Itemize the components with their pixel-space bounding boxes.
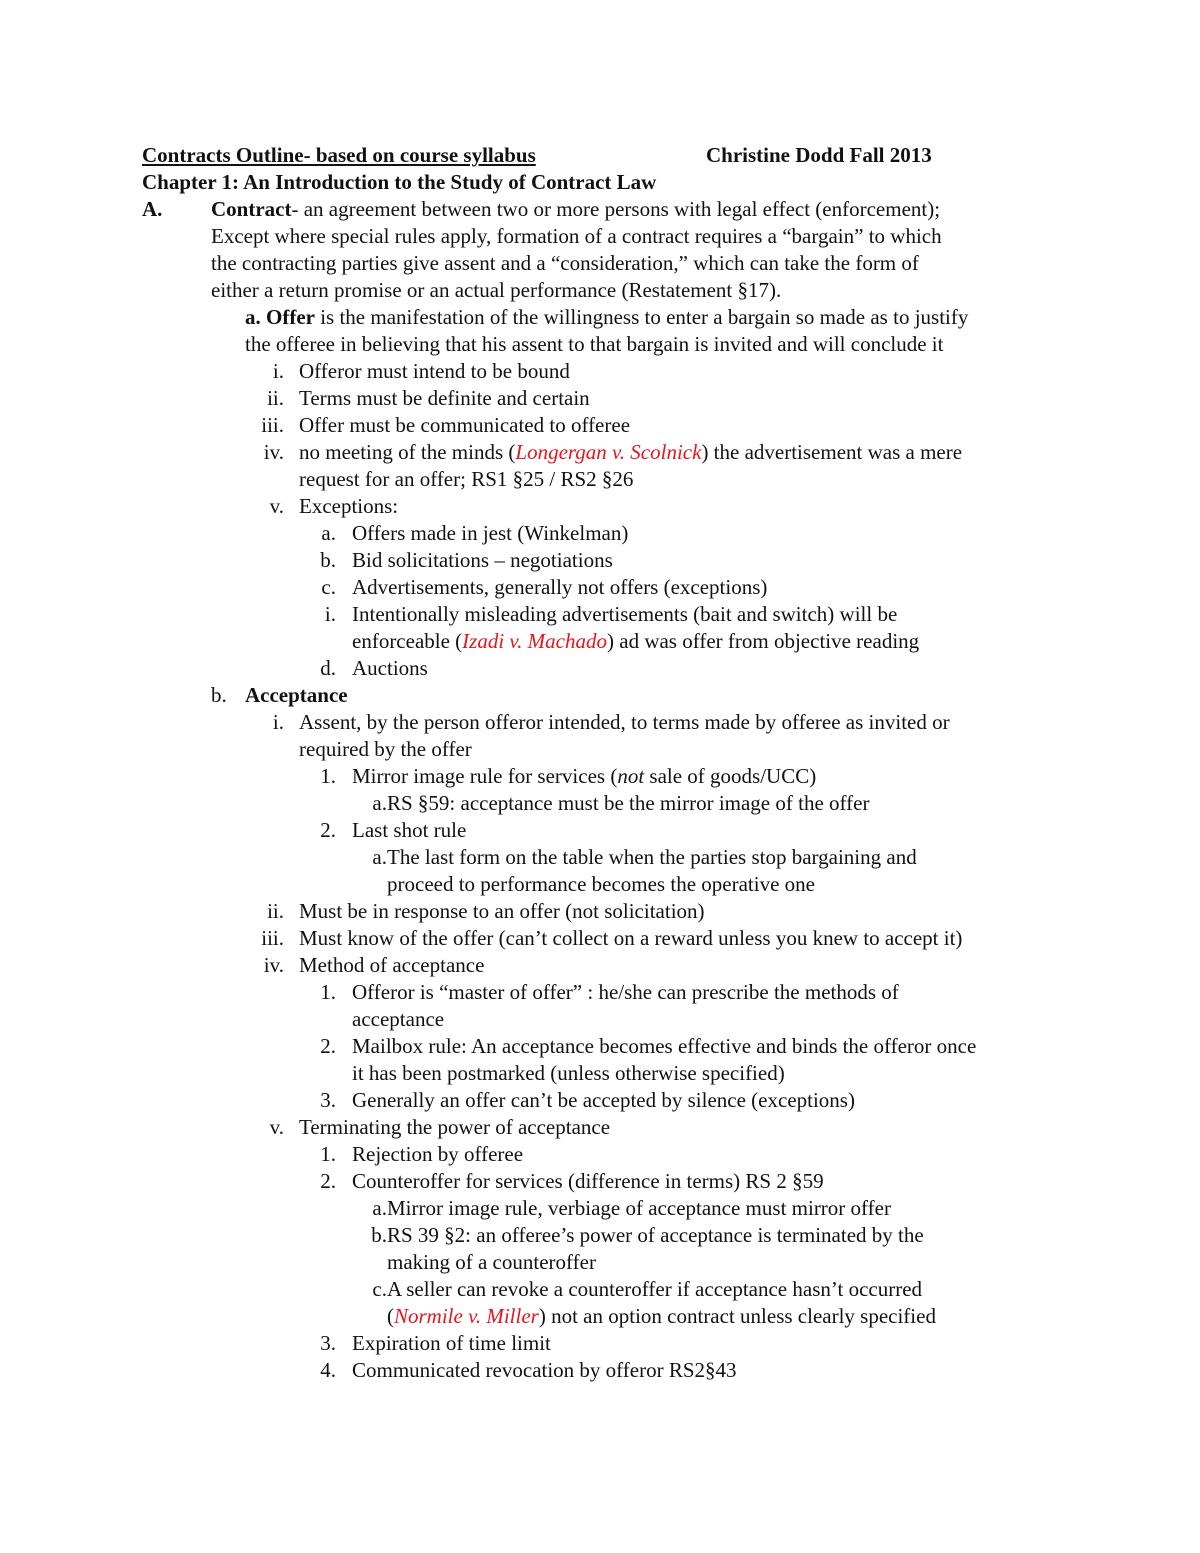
- list-marker: iv.: [263, 440, 284, 464]
- list-marker: c.: [321, 575, 336, 599]
- acceptance-i-2: Last shot rule: [352, 818, 467, 842]
- offer-item-v: Exceptions:: [299, 494, 399, 518]
- case-name: Longergan v. Scolnick: [515, 440, 702, 464]
- mirror-rule-text: sale of goods/UCC): [644, 764, 817, 788]
- case-name: Izadi v. Machado: [462, 629, 607, 653]
- exception-c-i-line-2: [352, 628, 919, 655]
- list-marker: 1.: [320, 1142, 336, 1166]
- exception-d: Auctions: [352, 656, 428, 680]
- chapter-heading: Chapter 1: An Introduction to the Study of Contract Law: [142, 170, 657, 194]
- offer-iv-text: no meeting of the minds (: [299, 440, 516, 464]
- offer-marker: a.: [245, 305, 261, 329]
- acceptance-iv-2-line-1: Mailbox rule: An acceptance becomes effective and binds the offeror once: [352, 1034, 977, 1058]
- acceptance-iv-1-line-2: acceptance: [352, 1007, 445, 1031]
- acceptance-marker: b.: [211, 683, 227, 707]
- list-marker: a.: [372, 1196, 387, 1220]
- acceptance-i-2-a-line-1: The last form on the table when the parties stop bargaining and: [387, 845, 917, 869]
- acceptance-v-2: Counteroffer for services (difference in terms) RS 2 §59: [352, 1169, 824, 1193]
- exception-c: Advertisements, generally not offers (exceptions): [352, 575, 768, 599]
- list-marker: 3.: [320, 1088, 336, 1112]
- list-marker: b.: [320, 548, 336, 572]
- document-title: Contracts Outline- based on course syllabus: [142, 143, 536, 167]
- list-marker: b.: [371, 1223, 387, 1247]
- list-marker: iii.: [261, 413, 284, 437]
- list-marker: iii.: [261, 926, 284, 950]
- exception-c-i-text: ) ad was offer from objective reading: [607, 629, 920, 653]
- acceptance-v-3: Expiration of time limit: [352, 1331, 551, 1355]
- acceptance-i-line-1: Assent, by the person offeror intended, to terms made by offeree as invited or: [299, 710, 950, 734]
- list-marker: i.: [324, 602, 336, 626]
- list-marker: v.: [269, 494, 284, 518]
- acceptance-iv-1-line-1: Offeror is “master of offer” : he/she can prescribe the methods of: [352, 980, 899, 1004]
- acceptance-i-1: [352, 763, 816, 790]
- list-marker: v.: [269, 1115, 284, 1139]
- mirror-rule-text: Mirror image rule for services (: [352, 764, 618, 788]
- offer-item-ii: Terms must be definite and certain: [299, 386, 590, 410]
- list-marker: 3.: [320, 1331, 336, 1355]
- list-marker: 2.: [320, 818, 336, 842]
- acceptance-v-2-c-line-2: [387, 1303, 936, 1330]
- acceptance-i-line-2: required by the offer: [299, 737, 472, 761]
- counteroffer-text: ) not an option contract unless clearly specified: [538, 1304, 936, 1328]
- list-marker: a.: [321, 521, 336, 545]
- offer-item-iv: [299, 439, 962, 466]
- offer-item-iii: Offer must be communicated to offeree: [299, 413, 631, 437]
- offer-line-2: the offeree in believing that his assent to that bargain is invited and will conclude it: [245, 332, 944, 356]
- exception-a: Offers made in jest (Winkelman): [352, 521, 629, 545]
- list-marker: i.: [272, 359, 284, 383]
- list-marker: d.: [320, 656, 336, 680]
- acceptance-iii: Must know of the offer (can’t collect on a reward unless you knew to accept it): [299, 926, 963, 950]
- exception-c-i-text: enforceable (: [352, 629, 463, 653]
- acceptance-ii: Must be in response to an offer (not solicitation): [299, 899, 705, 923]
- list-marker: 2.: [320, 1169, 336, 1193]
- acceptance-iv-2-line-2: it has been postmarked (unless otherwise specified): [352, 1061, 785, 1085]
- acceptance-v-2-c-line-1: A seller can revoke a counteroffer if acceptance hasn’t occurred: [387, 1277, 923, 1301]
- exception-c-i-line-1: Intentionally misleading advertisements (bait and switch) will be: [352, 602, 898, 626]
- section-a-line-4: either a return promise or an actual performance (Restatement §17).: [211, 278, 782, 302]
- list-marker: a.: [372, 791, 387, 815]
- mirror-rule-emphasis: not: [617, 764, 645, 788]
- section-a-line-3: the contracting parties give assent and a “consideration,” which can take the form of: [211, 251, 919, 275]
- acceptance-iv: Method of acceptance: [299, 953, 485, 977]
- list-marker: 4.: [320, 1358, 336, 1382]
- contract-definition: - an agreement between two or more persons with legal effect (enforcement);: [291, 197, 941, 221]
- acceptance-v-1: Rejection by offeree: [352, 1142, 524, 1166]
- list-marker: ii.: [267, 899, 284, 923]
- counteroffer-text: (: [387, 1304, 394, 1328]
- exception-b: Bid solicitations – negotiations: [352, 548, 613, 572]
- section-a-line-1: [211, 196, 940, 223]
- offer-definition: is the manifestation of the willingness to enter a bargain so made as to justify: [314, 305, 969, 329]
- acceptance-i-1-a: RS §59: acceptance must be the mirror image of the offer: [387, 791, 870, 815]
- list-marker: c.: [372, 1277, 387, 1301]
- list-marker: 1.: [320, 980, 336, 1004]
- list-marker: a.: [372, 845, 387, 869]
- acceptance-heading: Acceptance: [245, 683, 348, 707]
- acceptance-v-4: Communicated revocation by offeror RS2§43: [352, 1358, 737, 1382]
- offer-iv-text: ) the advertisement was a mere: [701, 440, 963, 464]
- list-marker: iv.: [263, 953, 284, 977]
- list-marker: 1.: [320, 764, 336, 788]
- contract-term: Contract: [211, 197, 292, 221]
- offer-line-1: [245, 304, 968, 331]
- offer-item-i: Offeror must intend to be bound: [299, 359, 570, 383]
- acceptance-iv-3: Generally an offer can’t be accepted by silence (exceptions): [352, 1088, 855, 1112]
- section-a-marker: A.: [142, 197, 163, 221]
- offer-term: Offer: [266, 305, 315, 329]
- acceptance-v-2-a: Mirror image rule, verbiage of acceptance must mirror offer: [387, 1196, 891, 1220]
- case-name: Normile v. Miller: [394, 1304, 539, 1328]
- acceptance-v: Terminating the power of acceptance: [299, 1115, 611, 1139]
- section-a-line-2: Except where special rules apply, formation of a contract requires a “bargain” to which: [211, 224, 942, 248]
- list-marker: ii.: [267, 386, 284, 410]
- acceptance-v-2-b-line-2: making of a counteroffer: [387, 1250, 596, 1274]
- author-term: Christine Dodd Fall 2013: [706, 143, 932, 167]
- acceptance-v-2-b-line-1: RS 39 §2: an offeree’s power of acceptance is terminated by the: [387, 1223, 924, 1247]
- list-marker: i.: [272, 710, 284, 734]
- acceptance-i-2-a-line-2: proceed to performance becomes the operative one: [387, 872, 815, 896]
- list-marker: 2.: [320, 1034, 336, 1058]
- offer-item-iv-line-2: request for an offer; RS1 §25 / RS2 §26: [299, 467, 634, 491]
